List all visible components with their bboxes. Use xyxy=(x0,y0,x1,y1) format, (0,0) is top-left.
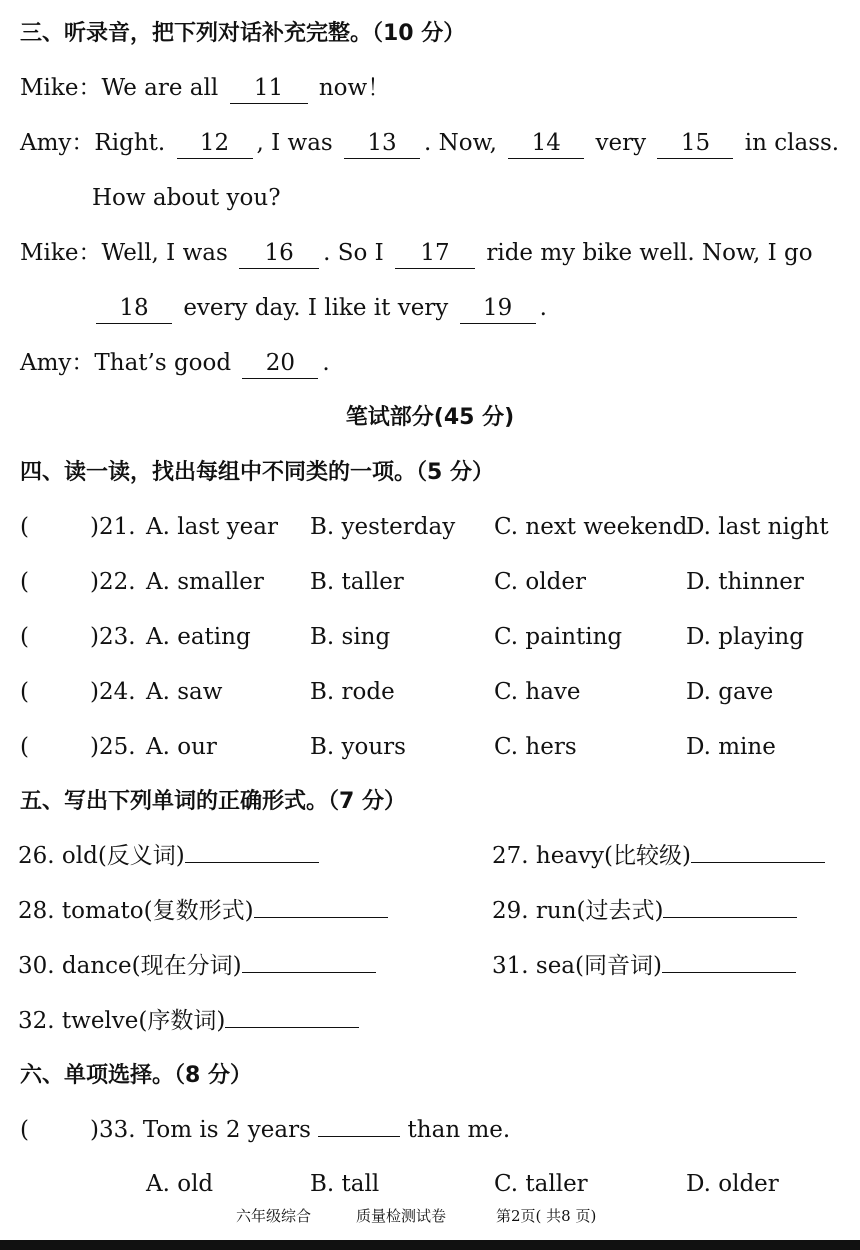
option-d: D. last night xyxy=(686,514,829,540)
word-form-row-3 xyxy=(0,939,860,994)
question-number: )23. xyxy=(90,624,136,650)
option-b: B. yours xyxy=(310,734,406,760)
choice-row-23 xyxy=(0,610,860,665)
option-a: A. last year xyxy=(146,514,278,540)
dialogue-line-5: 18 every day. I like it very 19 . xyxy=(0,281,860,336)
dialogue-line-4: Mike：Well, I was 16 . So I 17 ride my bike well. Now, I go xyxy=(0,226,860,281)
answer-paren[interactable]: ( xyxy=(20,624,29,650)
choice-row-25 xyxy=(0,720,860,775)
question-number: )24. xyxy=(90,679,136,705)
option-a: A. saw xyxy=(146,679,223,705)
section4-heading: 四、读一读，找出每组中不同类的一项。（5 分） xyxy=(20,460,494,485)
page-footer xyxy=(0,1201,860,1231)
option-b: B. rode xyxy=(310,679,395,705)
bottom-edge-bar xyxy=(0,1240,860,1250)
option-c: C. taller xyxy=(494,1171,588,1197)
option-a: A. old xyxy=(146,1171,214,1197)
option-d: D. older xyxy=(686,1171,779,1197)
dialogue-line-3: How about you? xyxy=(92,185,281,211)
option-b: B. tall xyxy=(310,1171,380,1197)
option-c: C. next weekend xyxy=(494,514,688,540)
word-item-27: 27. heavy(比较级) xyxy=(492,829,825,884)
answer-paren[interactable]: ( xyxy=(20,569,29,595)
option-d: D. playing xyxy=(686,624,804,650)
question-33: ( )33. Tom is 2 years than me. xyxy=(0,1103,860,1158)
answer-line[interactable] xyxy=(663,893,797,918)
blank-14[interactable]: 14 xyxy=(508,130,584,159)
section3-heading: 三、听录音，把下列对话补充完整。（10 分） xyxy=(20,21,466,46)
dialogue-line-1: Mike：We are all 11 now！ xyxy=(0,61,860,116)
blank-18[interactable]: 18 xyxy=(96,295,172,324)
option-b: B. yesterday xyxy=(310,514,456,540)
footer-page-number: 第2页( 共8 页) xyxy=(496,1207,597,1225)
dialogue-line-6: Amy：That’s good 20 . xyxy=(0,336,860,391)
answer-line[interactable] xyxy=(242,948,376,973)
footer-title: 质量检测试卷 xyxy=(356,1207,447,1225)
blank-17[interactable]: 17 xyxy=(395,240,475,269)
section6-heading: 六、单项选择。（8 分） xyxy=(20,1063,252,1088)
option-c: C. older xyxy=(494,569,586,595)
blank-11[interactable]: 11 xyxy=(230,75,308,104)
choice-row-24 xyxy=(0,665,860,720)
option-d: D. mine xyxy=(686,734,776,760)
answer-line[interactable] xyxy=(185,838,319,863)
option-b: B. sing xyxy=(310,624,391,650)
answer-paren[interactable]: ( xyxy=(20,1117,29,1143)
speaker-mike: Mike： xyxy=(20,75,102,101)
word-item-26: 26. old(反义词) xyxy=(18,829,319,884)
blank-13[interactable]: 13 xyxy=(344,130,420,159)
option-c: C. painting xyxy=(494,624,623,650)
choice-row-22 xyxy=(0,555,860,610)
written-part-heading: 笔试部分(45 分) xyxy=(345,405,515,430)
blank-20[interactable]: 20 xyxy=(242,350,318,379)
option-c: C. hers xyxy=(494,734,577,760)
word-form-row-4 xyxy=(0,994,860,1049)
option-a: A. eating xyxy=(146,624,251,650)
speaker-mike: Mike： xyxy=(20,240,102,266)
option-b: B. taller xyxy=(310,569,404,595)
word-form-row-1 xyxy=(0,829,860,884)
answer-paren[interactable]: ( xyxy=(20,734,29,760)
question-number: )21. xyxy=(90,514,136,540)
answer-line[interactable] xyxy=(691,838,825,863)
answer-line[interactable] xyxy=(254,893,388,918)
question-number: )22. xyxy=(90,569,136,595)
word-form-row-2 xyxy=(0,884,860,939)
option-d: D. thinner xyxy=(686,569,804,595)
dialogue-line-2: Amy：Right. 12 , I was 13 . Now, 14 very 15 in class. xyxy=(0,116,860,171)
option-a: A. smaller xyxy=(146,569,264,595)
blank-15[interactable]: 15 xyxy=(657,130,733,159)
blank-12[interactable]: 12 xyxy=(177,130,253,159)
word-item-30: 30. dance(现在分词) xyxy=(18,939,376,994)
word-item-31: 31. sea(同音词) xyxy=(492,939,796,994)
word-item-32: 32. twelve(序数词) xyxy=(18,994,359,1049)
answer-paren[interactable]: ( xyxy=(20,679,29,705)
question-number: )25. xyxy=(90,734,136,760)
answer-line[interactable] xyxy=(318,1112,400,1137)
word-item-29: 29. run(过去式) xyxy=(492,884,797,939)
speaker-amy: Amy： xyxy=(20,130,95,156)
blank-16[interactable]: 16 xyxy=(239,240,319,269)
choice-row-21 xyxy=(0,500,860,555)
answer-paren[interactable]: ( xyxy=(20,514,29,540)
section5-heading: 五、写出下列单词的正确形式。（7 分） xyxy=(20,789,406,814)
option-d: D. gave xyxy=(686,679,774,705)
word-item-28: 28. tomato(复数形式) xyxy=(18,884,388,939)
answer-line[interactable] xyxy=(662,948,796,973)
option-c: C. have xyxy=(494,679,581,705)
answer-line[interactable] xyxy=(225,1003,359,1028)
option-a: A. our xyxy=(146,734,217,760)
speaker-amy: Amy： xyxy=(20,350,95,376)
footer-grade: 六年级综合 xyxy=(236,1207,312,1225)
blank-19[interactable]: 19 xyxy=(460,295,536,324)
